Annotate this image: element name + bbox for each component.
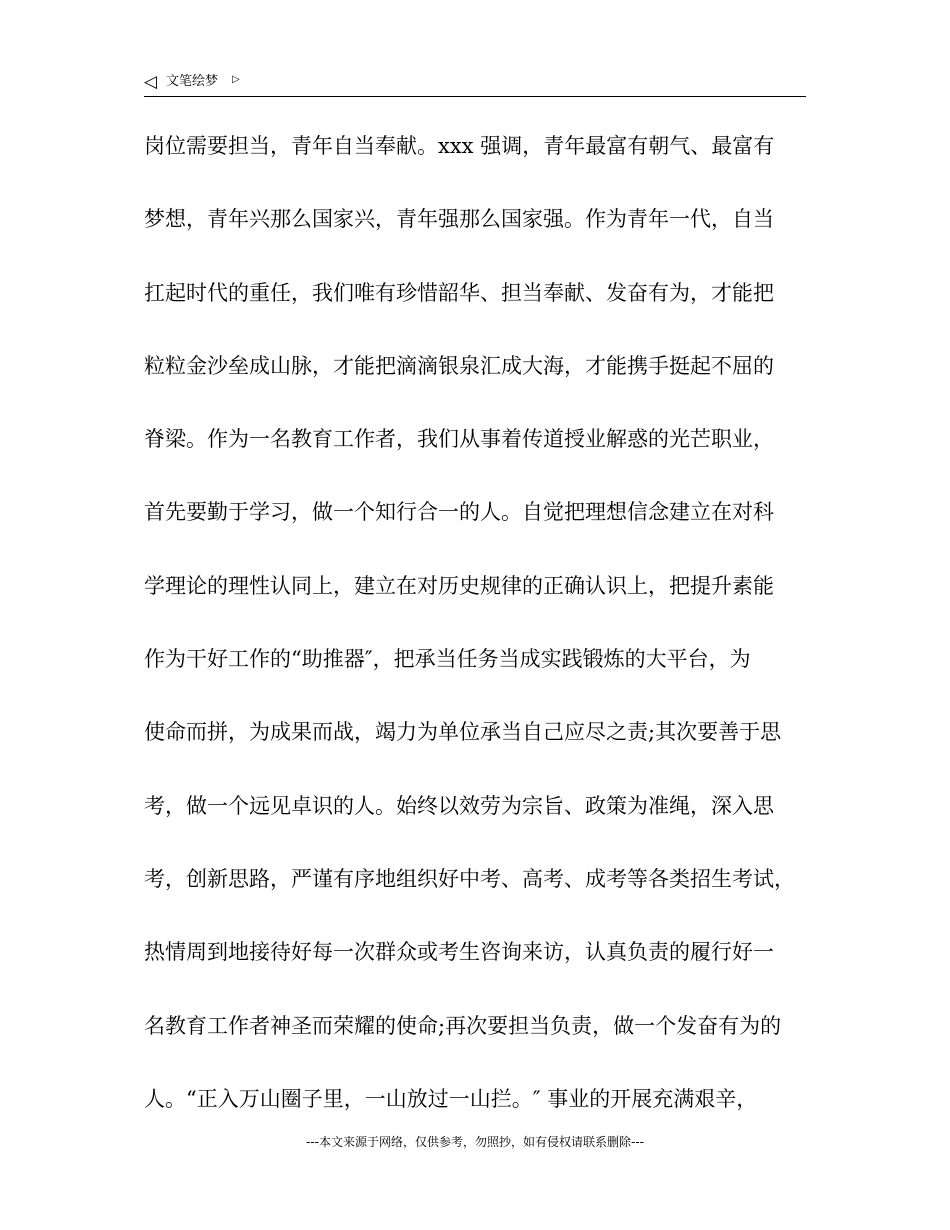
page-footer: ---本文来源于网络，仅供参考，勿照抄，如有侵权请联系删除--- [306,1135,644,1149]
body-line: 热情周到地接待好每一次群众或考生咨询来访，认真负责的履行好一 [144,940,774,965]
header-title: 文笔绘梦 [166,74,219,89]
body-line: 梦想，青年兴那么国家兴，青年强那么国家强。作为青年一代，自当 [144,207,774,232]
body-line: 岗位需要担当，青年自当奉献。xxx 强调，青年最富有朝气、最富有 [144,134,775,158]
page-header [144,70,806,97]
body-line: 使命而拼，为成果而战，竭力为单位承当自己应尽之责;其次要善于思 [144,720,782,745]
left-triangle-icon: ◁ [144,72,158,92]
body-line: 脊梁。作为一名教育工作者，我们从事着传道授业解惑的光芒职业， [144,427,774,452]
body-line: 粒粒金沙垒成山脉，才能把滴滴银泉汇成大海，才能携手挺起不屈的 [144,353,774,378]
body-line: 学理论的理性认同上，建立在对历史规律的正确认识上，把提升素能 [144,573,774,598]
body-line: 考，创新思路，严谨有序地组织好中考、高考、成考等各类招生考试， [144,866,795,891]
body-line: 名教育工作者神圣而荣耀的使命;再次要担当负责，做一个发奋有为的 [144,1013,782,1038]
body-line: 首先要勤于学习，做一个知行合一的人。自觉把理想信念建立在对科 [144,500,774,525]
right-triangle-icon: ▷ [232,74,240,85]
body-line: 人。“正入万山圈子里，一山放过一山拦。″ 事业的开展充满艰辛， [144,1086,758,1111]
body-line: 考，做一个远见卓识的人。始终以效劳为宗旨、政策为准绳，深入思 [144,793,774,818]
document-body [144,110,809,1136]
body-line: 作为干好工作的“助推器″，把承当任务当成实践锻炼的大平台，为 [144,647,751,672]
body-line: 扛起时代的重任，我们唯有珍惜韶华、担当奉献、发奋有为，才能把 [144,280,774,305]
